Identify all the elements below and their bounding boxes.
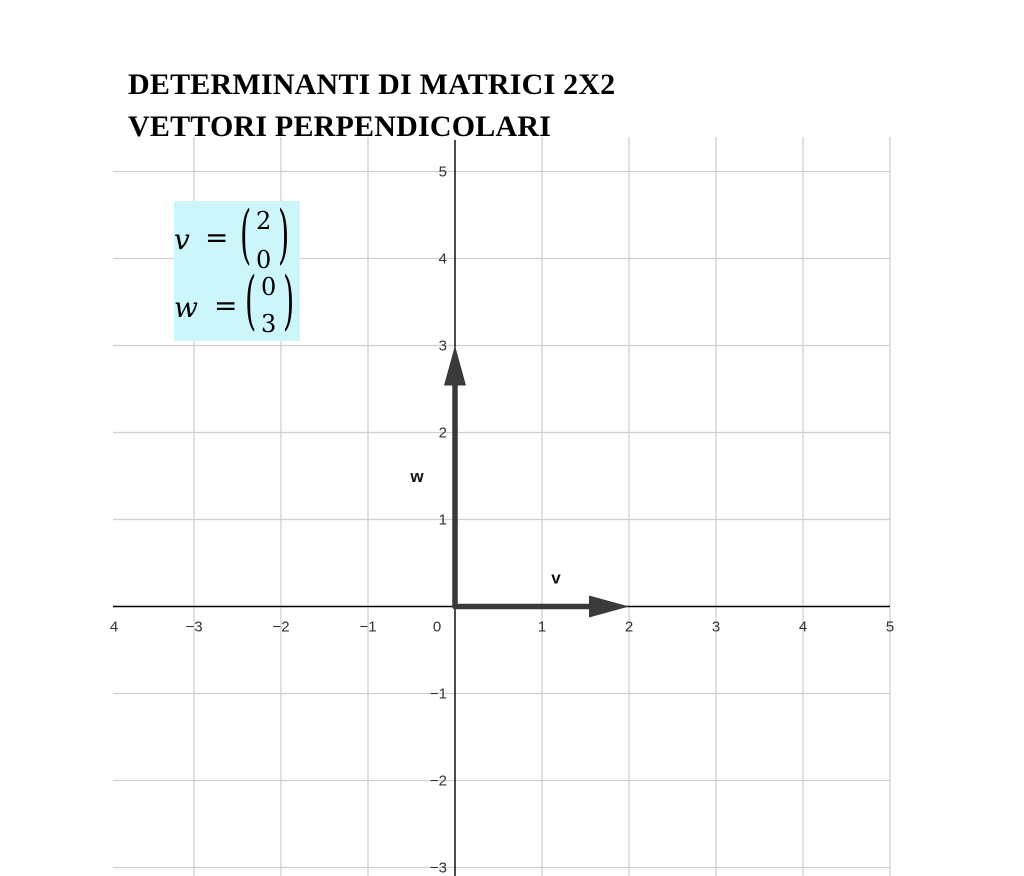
y-tick-label: 1	[438, 511, 447, 529]
formula-v-equals: =	[205, 221, 229, 254]
y-tick-label: −1	[429, 685, 447, 703]
formula-w-top: 0	[261, 273, 277, 301]
vectors	[409, 346, 629, 618]
x-tick-label: 0	[432, 618, 442, 636]
y-tick-label: 4	[438, 250, 447, 268]
vector-w-label: w	[410, 467, 424, 486]
formula-w-left-paren: (	[245, 264, 257, 338]
formula-w-bottom: 3	[261, 310, 277, 338]
formula-v-top: 2	[256, 207, 272, 235]
vector-definitions-box	[174, 198, 300, 341]
x-tick-label: 2	[624, 618, 634, 636]
vector-v-label: v	[551, 568, 561, 588]
formula-v-left-paren: (	[240, 198, 252, 272]
formula-v-name: v	[174, 223, 190, 256]
title-line-1: DETERMINANTI DI MATRICI 2X2	[128, 68, 616, 101]
formula-v-bottom: 0	[256, 246, 272, 274]
formula-w-right-paren: )	[283, 264, 295, 338]
title-line-2: VETTORI PERPENDICOLARI	[128, 110, 552, 143]
x-tick-label: −3	[185, 618, 203, 636]
page-title	[128, 64, 615, 148]
x-tick-label: 3	[711, 618, 721, 636]
x-tick-label: 4	[798, 618, 808, 636]
x-tick-label: 4	[109, 618, 119, 636]
y-tick-label: 3	[438, 337, 447, 355]
y-tick-label: −2	[429, 772, 447, 790]
x-tick-label: −2	[272, 618, 290, 636]
x-tick-label: 5	[885, 618, 895, 636]
vector-v-arrowhead	[589, 596, 629, 618]
formula-w-equals: =	[214, 289, 238, 322]
y-tick-label: 2	[438, 424, 447, 442]
formula-w-name: w	[174, 291, 198, 324]
x-tick-label: 1	[537, 618, 547, 636]
y-tick-label: 5	[438, 163, 447, 181]
x-tick-label: −1	[359, 618, 377, 636]
y-tick-label: −3	[429, 859, 447, 876]
formula-v-right-paren: )	[278, 198, 290, 272]
vector-w-arrowhead	[444, 346, 466, 386]
